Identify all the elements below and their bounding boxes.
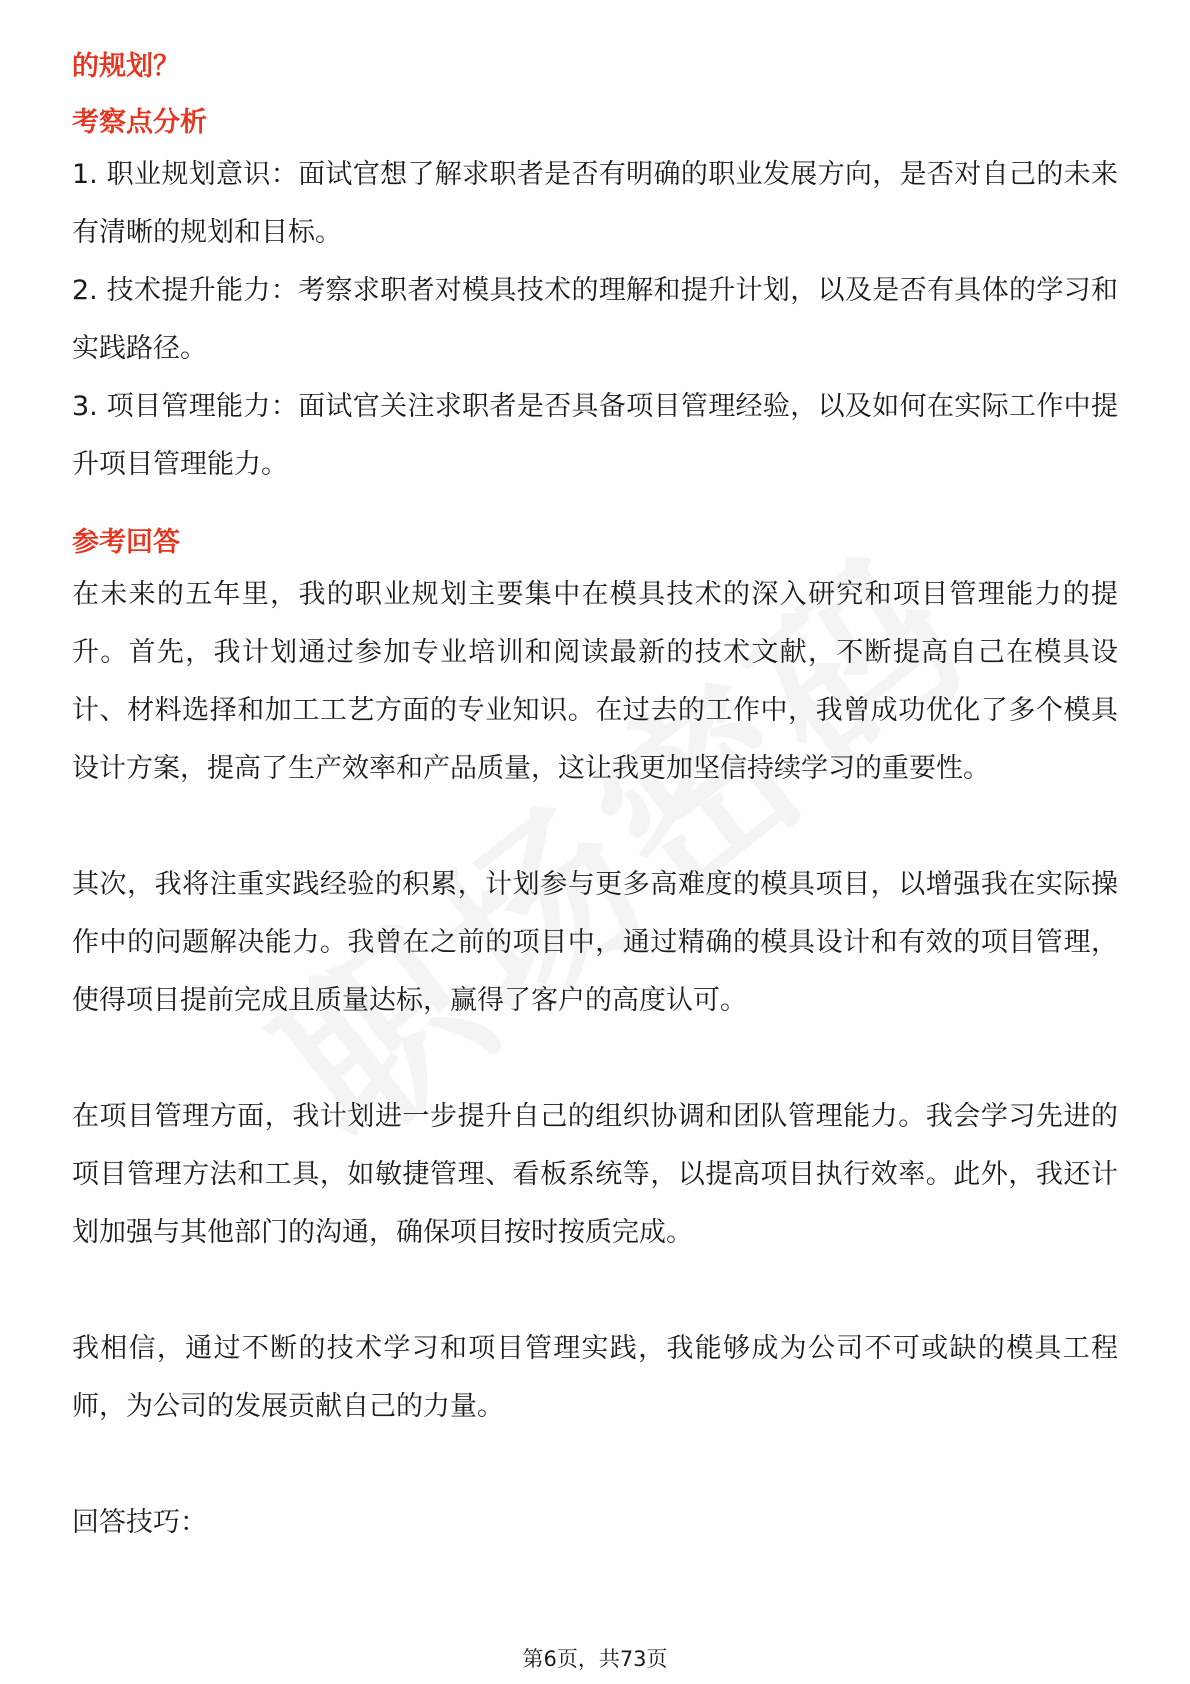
page-number: 第6页，共73页	[522, 1647, 668, 1671]
reference-paragraph: 在项目管理方面，我计划进一步提升自己的组织协调和团队管理能力。我会学习先进的项目管理方法和工具，如敏捷管理、看板系统等，以提高项目执行效率。此外，我还计划加强与其他部门的沟通，确保项目按时按质完成。	[72, 1101, 1118, 1248]
paragraph-gap	[72, 1262, 1118, 1320]
reference-paragraph: 在未来的五年里，我的职业规划主要集中在模具技术的深入研究和项目管理能力的提升。首先，我计划通过参加专业培训和阅读最新的技术文献，不断提高自己在模具设计、材料选择和加工工艺方面的专业知识。在过去的工作中，我曾成功优化了多个模具设计方案，提高了生产效率和产品质量，这让我更加坚信持续学习的重要性。	[72, 579, 1118, 784]
content-area	[72, 44, 1118, 1552]
analysis-heading: 考察点分析	[72, 107, 207, 138]
analysis-item: 3. 项目管理能力：面试官关注求职者是否具备项目管理经验，以及如何在实际工作中提升项目管理能力。	[72, 391, 1118, 480]
question-tail: 的规划？	[72, 51, 180, 82]
paragraph-gap	[72, 798, 1118, 856]
paragraph-gap	[72, 1030, 1118, 1088]
reference-heading: 参考回答	[72, 527, 180, 558]
reference-paragraph: 其次，我将注重实践经验的积累，计划参与更多高难度的模具项目，以增强我在实际操作中的问题解决能力。我曾在之前的项目中，通过精确的模具设计和有效的项目管理，使得项目提前完成且质量达标，赢得了客户的高度认可。	[72, 869, 1118, 1016]
reference-paragraph: 我相信，通过不断的技术学习和项目管理实践，我能够成为公司不可或缺的模具工程师，为公司的发展贡献自己的力量。	[72, 1333, 1118, 1422]
analysis-item: 1. 职业规划意识：面试官想了解求职者是否有明确的职业发展方向，是否对自己的未来有清晰的规划和目标。	[72, 159, 1118, 248]
analysis-item: 2. 技术提升能力：考察求职者对模具技术的理解和提升计划，以及是否有具体的学习和实践路径。	[72, 275, 1118, 364]
tips-label: 回答技巧：	[72, 1507, 207, 1538]
paragraph-gap	[72, 1436, 1118, 1494]
